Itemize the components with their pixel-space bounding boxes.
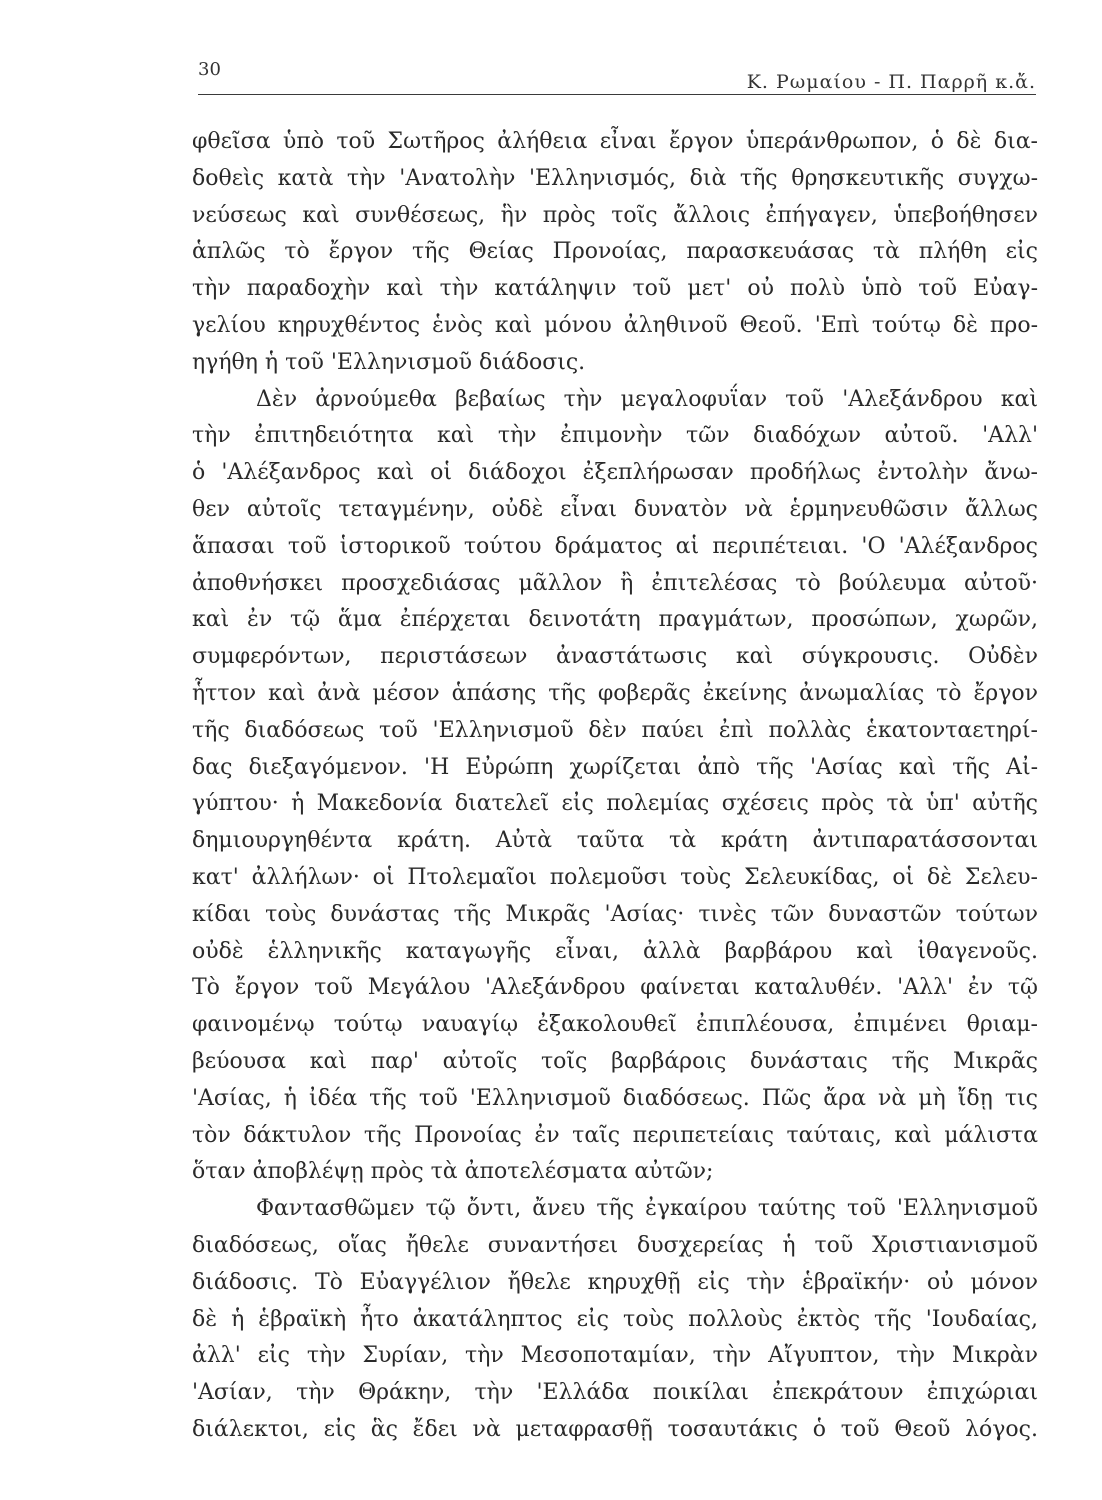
paragraph xyxy=(192,1191,1038,1449)
page-number: 30 xyxy=(198,59,221,80)
text-line: ἅπασαι τοῦ ἱστορικοῦ τούτου δράματος αἱ περιπέτειαι. 'Ο 'Αλέξανδρος xyxy=(192,533,1038,559)
text-line: Δὲν ἀρνούμεθα βεβαίως τὴν μεγαλοφυΐαν τοῦ 'Αλεξάνδρου καὶ xyxy=(256,386,1038,412)
text-line: 'Ασίας, ἡ ἰδέα τῆς τοῦ 'Ελληνισμοῦ διαδόσεως. Πῶς ἄρα νὰ μὴ ἴδῃ τις xyxy=(192,1085,1038,1111)
text-line: θεν αὐτοῖς τεταγμένην, οὐδὲ εἶναι δυνατὸν νὰ ἑρμηνευθῶσιν ἄλλως xyxy=(192,496,1038,522)
text-line: γελίου κηρυχθέντος ἑνὸς καὶ μόνου ἀληθινοῦ Θεοῦ. 'Επὶ τούτῳ δὲ προ- xyxy=(192,312,1038,338)
text-line: καὶ ἐν τῷ ἅμα ἐπέρχεται δεινοτάτη πραγμάτων, προσώπων, χωρῶν, xyxy=(192,607,1038,633)
text-line: διάδοσις. Τὸ Εὐαγγέλιον ἤθελε κηρυχθῇ εἰς τὴν ἑβραϊκήν· οὐ μόνον xyxy=(192,1269,1038,1295)
text-line: τὴν παραδοχὴν καὶ τὴν κατάληψιν τοῦ μετ' οὐ πολὺ ὑπὸ τοῦ Εὐαγ- xyxy=(192,276,1038,302)
text-line: νεύσεως καὶ συνθέσεως, ἣν πρὸς τοῖς ἄλλοις ἐπήγαγεν, ὑπεβοήθησεν xyxy=(192,202,1038,228)
text-line: δοθεὶς κατὰ τὴν 'Ανατολὴν 'Ελληνισμός, διὰ τῆς θρησκευτικῆς συγχω- xyxy=(192,165,1038,191)
text-line: Τὸ ἔργον τοῦ Μεγάλου 'Αλεξάνδρου φαίνεται καταλυθέν. 'Αλλ' ἐν τῷ xyxy=(192,975,1038,1001)
text-line: ὁ 'Αλέξανδρος καὶ οἱ διάδοχοι ἐξεπλήρωσαν προδήλως ἐντολὴν ἄνω- xyxy=(192,460,1038,486)
running-head: Κ. Ρωμαίου - Π. Παρρῆ κ.ἄ. xyxy=(746,71,1036,93)
page-header xyxy=(198,58,1036,95)
text-line: δὲ ἡ ἑβραϊκὴ ἦτο ἀκατάληπτος εἰς τοὺς πολλοὺς ἐκτὸς τῆς 'Ιουδαίας, xyxy=(192,1306,1038,1332)
text-line: συμφερόντων, περιστάσεων ἀναστάτωσις καὶ σύγκρουσις. Οὐδὲν xyxy=(192,644,1038,670)
text-line: διαδόσεως, οἵας ἤθελε συναντήσει δυσχερείας ἡ τοῦ Χριστιανισμοῦ xyxy=(192,1232,1038,1258)
text-line: γύπτου· ἡ Μακεδονία διατελεῖ εἰς πολεμίας σχέσεις πρὸς τὰ ὑπ' αὐτῆς xyxy=(192,791,1038,817)
text-line: ἧττον καὶ ἀνὰ μέσον ἁπάσης τῆς φοβερᾶς ἐκείνης ἀνωμαλίας τὸ ἔργον xyxy=(192,680,1038,706)
text-line: κατ' ἀλλήλων· οἱ Πτολεμαῖοι πολεμοῦσι τοὺς Σελευκίδας, οἱ δὲ Σελευ- xyxy=(192,864,1038,890)
text-line: Φαντασθῶμεν τῷ ὄντι, ἄνευ τῆς ἐγκαίρου ταύτης τοῦ 'Ελληνισμοῦ xyxy=(256,1196,1038,1222)
text-line: ηγήθη ἡ τοῦ 'Ελληνισμοῦ διάδοσις. xyxy=(192,349,586,375)
text-line: ἀλλ' εἰς τὴν Συρίαν, τὴν Μεσοποταμίαν, τὴν Αἴγυπτον, τὴν Μικρὰν xyxy=(192,1343,1038,1369)
text-line: τῆς διαδόσεως τοῦ 'Ελληνισμοῦ δὲν παύει ἐπὶ πολλὰς ἑκατονταετηρί- xyxy=(192,717,1038,743)
text-line: κίδαι τοὺς δυνάστας τῆς Μικρᾶς 'Ασίας· τινὲς τῶν δυναστῶν τούτων xyxy=(192,901,1038,927)
paragraph xyxy=(192,382,1038,1192)
text-line: διάλεκτοι, εἰς ἃς ἔδει νὰ μεταφρασθῇ τοσαυτάκις ὁ τοῦ Θεοῦ λόγος. xyxy=(192,1416,1038,1442)
text-line: φθεῖσα ὑπὸ τοῦ Σωτῆρος ἀλήθεια εἶναι ἔργον ὑπεράνθρωπον, ὁ δὲ δια- xyxy=(192,129,1038,154)
text-line: ἀποθνήσκει προσχεδιάσας μᾶλλον ἢ ἐπιτελέσας τὸ βούλευμα αὐτοῦ· xyxy=(192,570,1038,596)
text-line: τὴν ἐπιτηδειότητα καὶ τὴν ἐπιμονὴν τῶν διαδόχων αὐτοῦ. 'Αλλ' xyxy=(192,423,1038,449)
text-line: φαινομένῳ τούτῳ ναυαγίῳ ἐξακολουθεῖ ἐπιπλέουσα, ἐπιμένει θριαμ- xyxy=(192,1012,1038,1038)
text-line: ὅταν ἀποβλέψῃ πρὸς τὰ ἀποτελέσματα αὐτῶν; xyxy=(192,1159,714,1185)
text-line: τὸν δάκτυλον τῆς Προνοίας ἐν ταῖς περιπετείαις ταύταις, καὶ μάλιστα xyxy=(192,1122,1038,1148)
body-text xyxy=(192,124,1038,1449)
text-line: οὐδὲ ἑλληνικῆς καταγωγῆς εἶναι, ἀλλὰ βαρβάρου καὶ ἰθαγενοῦς. xyxy=(192,938,1038,964)
text-line: δας διεξαγόμενον. 'Η Εὐρώπη χωρίζεται ἀπὸ τῆς 'Ασίας καὶ τῆς Αἰ- xyxy=(192,754,1038,780)
paragraph xyxy=(192,124,1038,382)
text-line: 'Ασίαν, τὴν Θράκην, τὴν 'Ελλάδα ποικίλαι ἐπεκράτουν ἐπιχώριαι xyxy=(192,1380,1038,1406)
text-line: βεύουσα καὶ παρ' αὐτοῖς τοῖς βαρβάροις δυνάσταις τῆς Μικρᾶς xyxy=(192,1048,1038,1074)
text-line: ἁπλῶς τὸ ἔργον τῆς Θείας Προνοίας, παρασκευάσας τὰ πλήθη εἰς xyxy=(192,239,1038,265)
text-line: δημιουργηθέντα κράτη. Αὐτὰ ταῦτα τὰ κράτη ἀντιπαρατάσσονται xyxy=(192,828,1038,854)
